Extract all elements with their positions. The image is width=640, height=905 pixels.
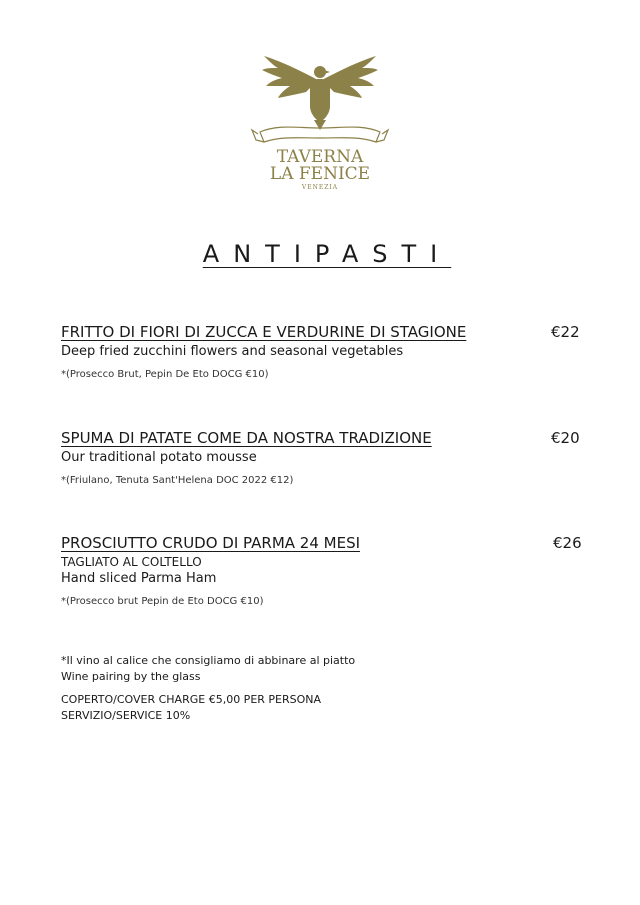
cover-charge: COPERTO/COVER CHARGE €5,00 PER PERSONA [61,693,322,706]
dish-item [61,429,581,486]
wine-note [61,653,355,685]
phoenix-crest-icon [248,48,392,194]
wine-pairing: *(Friulano, Tenuta Sant'Helena DOC 2022 €12) [61,475,294,486]
dish-price: €26 [553,534,582,552]
dish-description: Our traditional potato mousse [61,450,257,465]
dish-price: €22 [551,323,580,341]
section-title-text: ANTIPASTI [202,240,452,268]
svg-text:LA FENICE: LA FENICE [269,164,371,184]
wine-note-it: *Il vino al calice che consigliamo di abbinare al piatto [61,654,356,667]
svg-text:VENEZIA: VENEZIA [301,184,339,191]
dish-price: €20 [551,429,580,447]
dish-name: PROSCIUTTO CRUDO DI PARMA 24 MESI [61,534,361,552]
dish-item [61,323,581,380]
svg-text:TAVERNA: TAVERNA [276,147,364,167]
dish-description: Deep fried zucchini flowers and seasonal vegetables [61,344,404,359]
charges-note [61,692,321,724]
wine-pairing: *(Prosecco brut Pepin de Eto DOCG €10) [61,596,264,607]
dish-name: SPUMA DI PATATE COME DA NOSTRA TRADIZIONE [61,429,432,447]
wine-pairing: *(Prosecco Brut, Pepin De Eto DOCG €10) [61,369,269,380]
dish-name: FRITTO DI FIORI DI ZUCCA E VERDURINE DI STAGIONE [61,323,467,341]
dish-description: Hand sliced Parma Ham [61,571,217,586]
service-charge: SERVIZIO/SERVICE 10% [61,709,191,722]
dish-subtitle: TAGLIATO AL COLTELLO [61,555,202,569]
restaurant-logo [248,48,392,194]
wine-note-en: Wine pairing by the glass [61,670,201,683]
dish-item [61,534,581,607]
section-title [0,240,640,268]
